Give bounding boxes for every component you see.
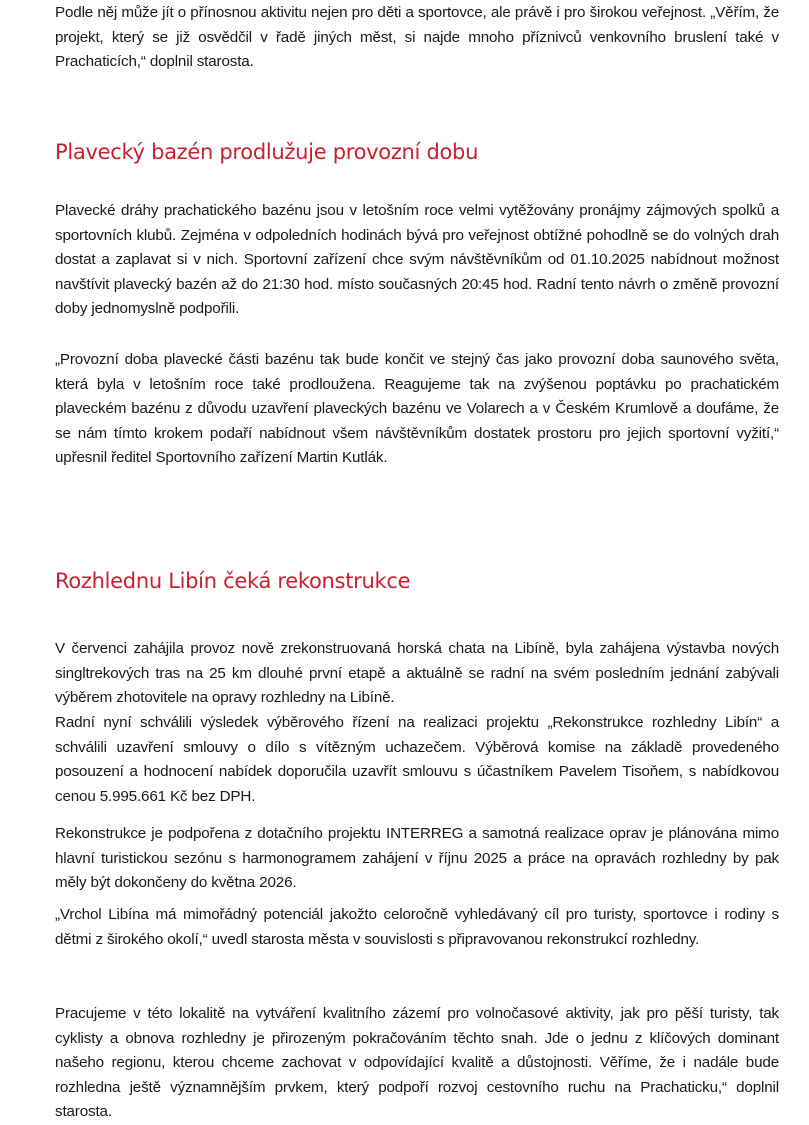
tower-paragraph-5: Pracujeme v této lokalitě na vytváření kvalitního zázemí pro volnočasové aktivity, jak pro pěší turisty, tak cyklisty a obnova rozhledny je přirozeným pokračováním těchto snah. Jde o jednu z klíčových dominant našeho regionu, kterou chceme zachovat v odpovídající kvalitě a důstojnosti. Věříme, že i nadále bude rozhledna ještě významnějším prvkem, který podpoří rozvoj cestovního ruchu na Prachaticku,“ doplnil starosta.	[55, 1005, 779, 1121]
section-heading-pool: Plavecký bazén prodlužuje provozní dobu	[55, 140, 479, 164]
tower-paragraph-4: „Vrchol Libína má mimořádný potenciál jakožto celoročně vyhledávaný cíl pro turisty, sportovce i rodiny s dětmi z širokého okolí,“ uvedl starosta města v souvislosti s připravovanou rekonstrukcí rozhledny.	[55, 906, 779, 948]
section-heading-lookout-tower: Rozhlednu Libín čeká rekonstrukce	[55, 569, 411, 593]
pool-paragraph-1: Plavecké dráhy prachatického bazénu jsou v letošním roce velmi vytěžovány pronájmy zájmových spolků a sportovních klubů. Zejména v odpoledních hodinách bývá pro veřejnost obtížné pohodlně se do volných drah dostat a zaplavat si v nich. Sportovní zařízení chce svým návštěvníkům od 01.10.2025 nabídnout možnost navštívit plavecký bazén až do 21:30 hod. místo současných 20:45 hod. Radní tento návrh o změně provozní doby jednomyslně podpořili.	[55, 202, 779, 318]
tower-paragraph-3: Rekonstrukce je podpořena z dotačního projektu INTERREG a samotná realizace oprav je plánována mimo hlavní turistickou sezónu s harmonogramem zahájení v říjnu 2025 a práce na opravách rozhledny by pak měly být dokončeny do května 2026.	[55, 825, 779, 892]
intro-paragraph: Podle něj může jít o přínosnou aktivitu nejen pro děti a sportovce, ale právě i pro širokou veřejnost. „Věřím, že projekt, který se již osvědčil v řadě jiných měst, si najde mnoho příznivců venkovního bruslení také v Prachaticích,“ doplnil starosta.	[55, 4, 779, 71]
tower-paragraph-2: Radní nyní schválili výsledek výběrového řízení na realizaci projektu „Rekonstrukce rozhledny Libín“ a schválili uzavření smlouvy o dílo s vítězným uchazečem. Výběrová komise na základě provedeného posouzení a hodnocení nabídek doporučila uzavřít smlouvu s účastníkem Pavelem Tisoňem, s nabídkovou cenou 5.995.661 Kč bez DPH.	[55, 714, 779, 805]
pool-paragraph-2: „Provozní doba plavecké části bazénu tak bude končit ve stejný čas jako provozní doba saunového světa, která byla v letošním roce také prodloužena. Reagujeme tak na zvýšenou poptávku po prachatickém plaveckém bazénu z důvodu uzavření plaveckých bazénu ve Volarech a v Českém Krumlově a doufáme, že se nám tímto krokem podaří nabídnout všem návštěvníkům dostatek prostoru pro jejich sportovní vyžití,“ upřesnil ředitel Sportovního zařízení Martin Kutlák.	[55, 351, 779, 467]
tower-paragraph-1: V červenci zahájila provoz nově zrekonstruovaná horská chata na Libíně, byla zahájena výstavba nových singltrekových tras na 25 km dlouhé první etapě a aktuálně se radní na svém posledním jednání zabývali výběrem zhotovitele na opravy rozhledny na Libíně.	[55, 640, 779, 707]
